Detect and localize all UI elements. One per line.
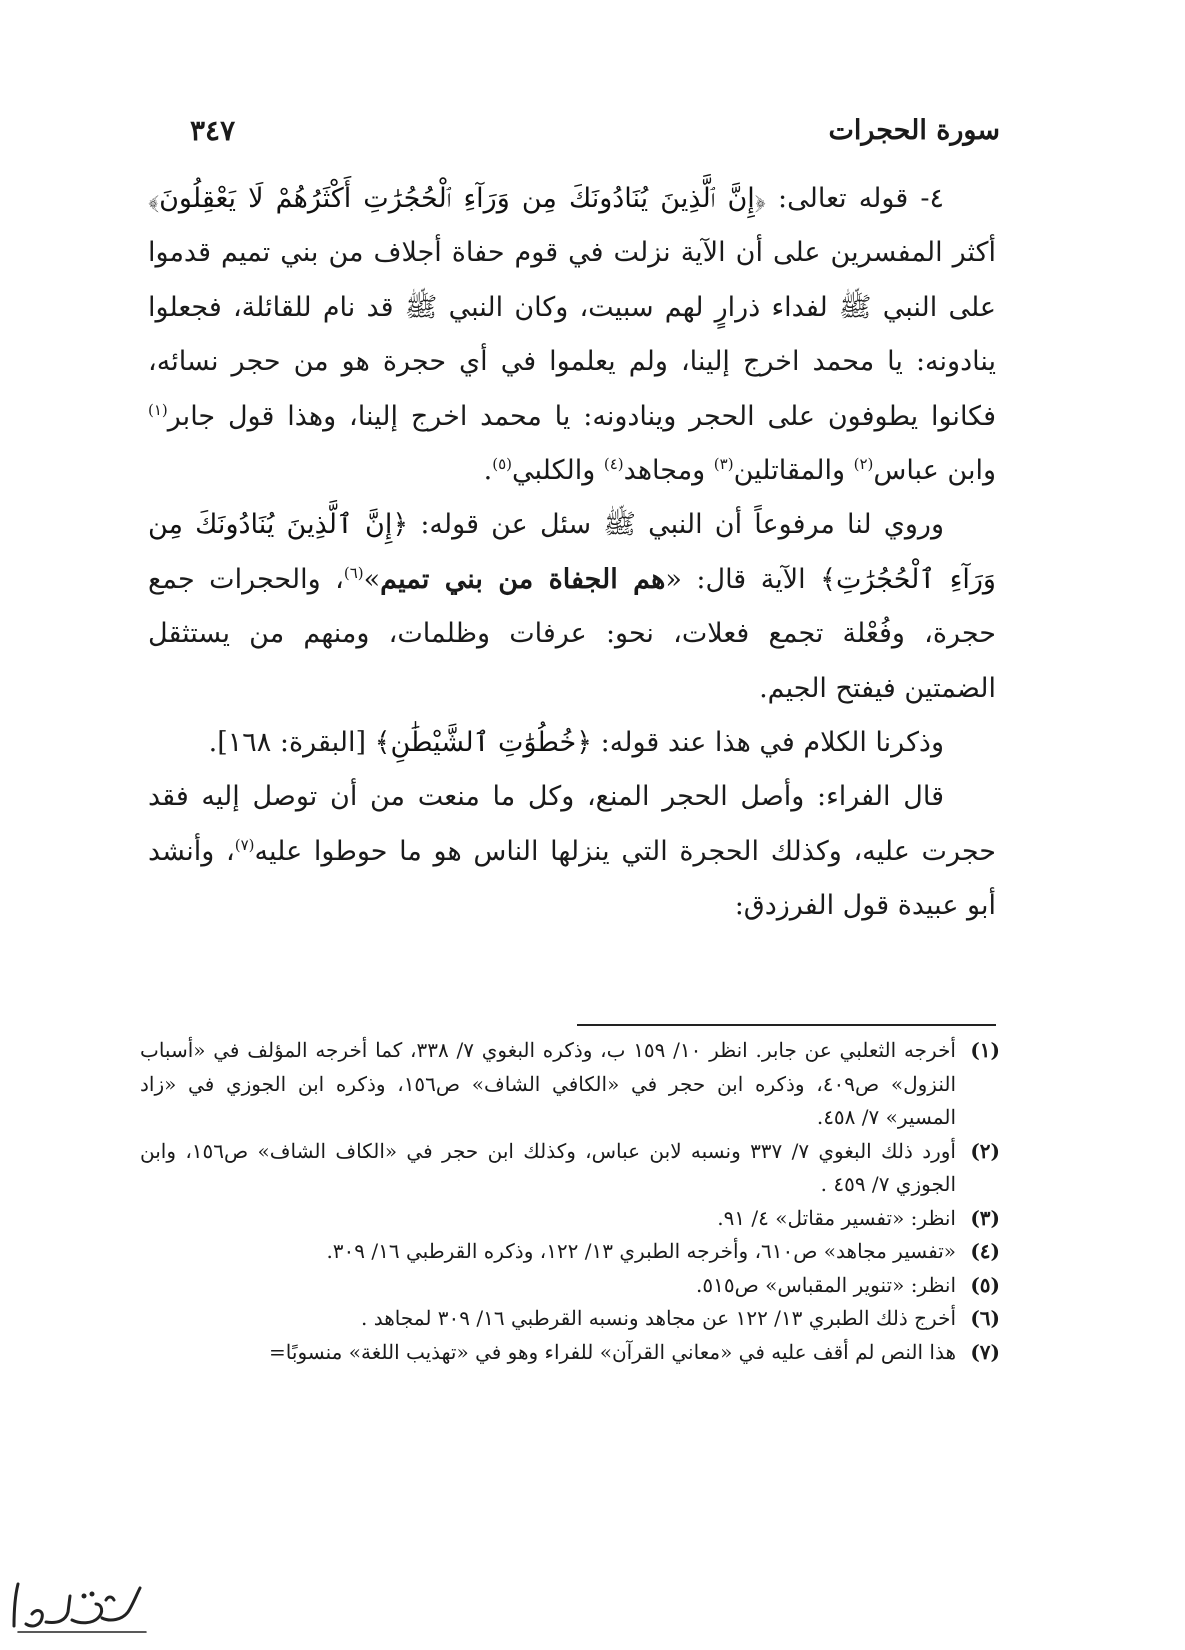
text-run: ومجاهد xyxy=(623,455,714,487)
surah-title: سورة الحجرات xyxy=(828,114,1000,146)
footnote-2 xyxy=(140,1135,1000,1202)
footnote-5 xyxy=(140,1269,1000,1303)
almostafa-logo-icon xyxy=(6,1574,154,1638)
text-run: والمقاتلين xyxy=(733,455,854,487)
footnote-ref-2[interactable]: (٢) xyxy=(853,455,874,474)
footnote-3 xyxy=(140,1202,1000,1236)
footnote-number: (٧) xyxy=(970,1339,1000,1364)
text-run: والكلبي xyxy=(512,455,604,487)
text-run: وروي لنا مرفوعاً أن النبي ﷺ سئل عن قوله: xyxy=(408,509,945,541)
text-run: الآية قال: « xyxy=(665,563,821,595)
footnote-4 xyxy=(140,1235,1000,1269)
page-number: ٣٤٧ xyxy=(190,113,236,147)
footnote-ref-4[interactable]: (٤) xyxy=(603,455,624,474)
quran-quote: ﴿إِنَّ ٱلَّذِينَ يُنَادُونَكَ مِن وَرَآءِ ٱلْحُجُرَٰتِ﴾ xyxy=(148,509,996,595)
footnote-number: (٤) xyxy=(970,1239,1000,1263)
footnote-text: انظر: «تفسير مقاتل» ٤/ ٩١. xyxy=(717,1205,956,1230)
text-run: قال الفراء: وأصل الحجر المنع، وكل ما منعت من أن توصل إليه فقد حجرت عليه، وكذلك الحجرة التي ينزلها الناس هو ما حوطوا عليه xyxy=(148,781,996,867)
footnote-text: انظر: «تنوير المقباس» ص٥١٥. xyxy=(695,1272,956,1297)
footnote-1 xyxy=(140,1034,1000,1135)
footnote-number: (٦) xyxy=(970,1306,1000,1330)
text-run: ، والحجرات جمع حجرة، وفُعْلة تجمع فعلات، نحو: عرفات وظلمات، ومنهم من يستثقل الضمتين فيفتح الجيم. xyxy=(148,563,996,704)
footnote-ref-3[interactable]: (٣) xyxy=(713,455,734,474)
footnote-separator xyxy=(577,1024,996,1026)
paragraph-4 xyxy=(148,770,996,933)
footnote-text: «تفسير مجاهد» ص٦١٠، وأخرجه الطبري ١٣/ ١٢٢، وذكره القرطبي ١٦/ ٣٠٩. xyxy=(326,1239,956,1263)
hadith-text: هم الجفاة من بني تميم xyxy=(380,563,666,595)
footnote-text: أخرج ذلك الطبري ١٣/ ١٢٢ عن مجاهد ونسبه القرطبي ١٦/ ٣٠٩ لمجاهد . xyxy=(361,1306,956,1330)
text-run: » xyxy=(363,563,381,595)
footnote-number: (١) xyxy=(970,1038,1000,1062)
footnote-text: هذا النص لم أقف عليه في «معاني القرآن» للفراء وهو في «تهذيب اللغة» منسوبًا= xyxy=(269,1339,956,1364)
footnote-number: (٢) xyxy=(970,1138,1000,1163)
page-header xyxy=(190,108,1000,152)
footnotes xyxy=(140,1034,1000,1369)
footnote-ref-1[interactable]: (١) xyxy=(148,400,168,419)
quran-quote: ﴿خُطُوَٰتِ ٱلشَّيْطَٰنِ﴾ xyxy=(374,727,593,759)
footnote-text: أخرجه الثعلبي عن جابر. انظر ١٠/ ١٥٩ ب، وذكره البغوي ٧/ ٣٣٨، كما أخرجه المؤلف في «أسباب النزول» ص٤٠٩، وذكره ابن حجر في «الكافي الشاف» ص١٥٦، وذكره ابن الجوزي في «زاد المسير» ٧/ ٤٥٨. xyxy=(140,1038,957,1129)
text-run: أكثر المفسرين على أن الآية نزلت في قوم حفاة أجلاف من بني تميم قدموا على النبي ﷺ لفداء ذرارٍ لهم سبيت، وكان النبي ﷺ قد نام للقائلة، فجعلوا ينادونه: يا محمد اخرج إلينا، ولم يعلموا في أي حجرة هو من حجر نسائه، فكانوا يطوفون على الحجر وينادونه: يا محمد اخرج إلينا، وهذا قول جابر xyxy=(148,237,996,432)
footnote-6 xyxy=(140,1302,1000,1336)
footnote-text: أورد ذلك البغوي ٧/ ٣٣٧ ونسبه لابن عباس، وكذلك ابن حجر في «الكاف الشاف» ص١٥٦، وابن الجوزي ٧/ ٤٥٩ . xyxy=(140,1138,956,1196)
footnote-number: (٥) xyxy=(970,1272,1000,1297)
text-run: ٤- قوله تعالى: xyxy=(765,183,945,214)
paragraph-1 xyxy=(148,172,996,498)
text-run: . xyxy=(483,455,493,487)
footnote-number: (٣) xyxy=(970,1205,1000,1230)
footnote-ref-7[interactable]: (٧) xyxy=(234,835,255,854)
footnote-ref-5[interactable]: (٥) xyxy=(492,455,512,474)
quran-quote: ﴿إِنَّ ٱلَّذِينَ يُنَادُونَكَ مِن وَرَآءِ ٱلْحُجُرَٰتِ أَكْثَرُهُمْ لَا يَعْقِلُونَ﴾ xyxy=(148,183,766,214)
text-run: [البقرة: ١٦٨]. xyxy=(208,727,375,759)
footnote-7 xyxy=(140,1336,1000,1370)
paragraph-3 xyxy=(148,716,996,770)
paragraph-2 xyxy=(148,498,996,716)
footnote-ref-6[interactable]: (٦) xyxy=(343,563,364,582)
main-text xyxy=(148,172,996,934)
text-run: ، وأنشد أبو عبيدة قول الفرزدق: xyxy=(148,835,996,922)
text-run: وابن عباس xyxy=(873,455,996,487)
text-run: وذكرنا الكلام في هذا عند قوله: xyxy=(592,727,944,759)
